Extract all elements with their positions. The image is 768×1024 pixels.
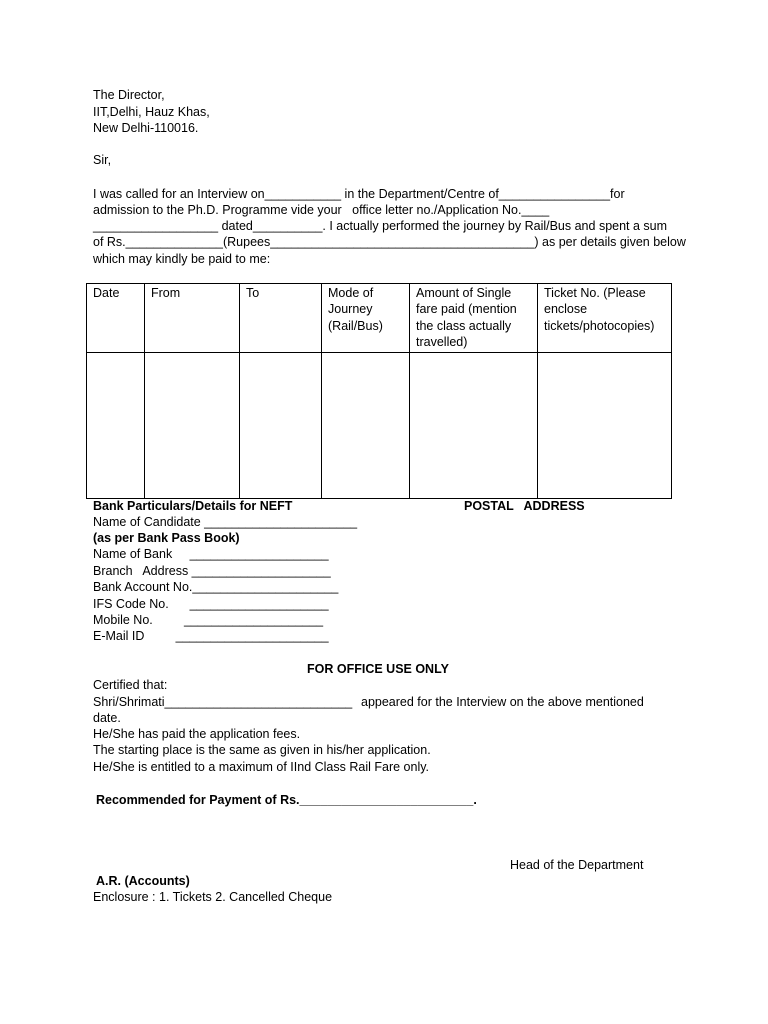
journey-table xyxy=(86,283,672,499)
head-of-department-signature: Head of the Department xyxy=(510,858,644,872)
candidate-name-field[interactable]: Name of Candidate ______________________ xyxy=(93,515,358,529)
appeared-text: appeared for the Interview on the above mentioned xyxy=(361,695,644,709)
intro-line-1: I was called for an Interview on___________ in the Department/Centre of________________for xyxy=(93,187,625,201)
intro-line-5: which may kindly be paid to me: xyxy=(93,252,271,266)
ar-accounts-signature: A.R. (Accounts) xyxy=(96,874,190,888)
cell-mode[interactable] xyxy=(322,352,410,498)
header-amount: Amount of Single fare paid (mention the class actually travelled) xyxy=(410,284,538,353)
intro-line-4: of Rs.______________(Rupees______________________________________) as per details given below xyxy=(93,235,686,249)
table-row xyxy=(87,352,672,498)
header-date: Date xyxy=(87,284,145,353)
intro-line-3: __________________ dated__________. I actually performed the journey by Rail/Bus and spent a sum xyxy=(93,219,668,233)
fees-text: He/She has paid the application fees. xyxy=(93,727,301,741)
cell-date[interactable] xyxy=(87,352,145,498)
bank-heading: Bank Particulars/Details for NEFT xyxy=(93,499,293,513)
intro-line-2: admission to the Ph.D. Programme vide your office letter no./Application No.____ xyxy=(93,203,550,217)
cell-from[interactable] xyxy=(145,352,240,498)
recommended-payment: Recommended for Payment of Rs._________________________. xyxy=(96,793,477,807)
address-line-2: IIT,Delhi, Hauz Khas, xyxy=(93,105,210,119)
branch-address-field[interactable]: Branch Address ____________________ xyxy=(93,564,331,578)
address-line-1: The Director, xyxy=(93,88,165,102)
passbook-note: (as per Bank Pass Book) xyxy=(93,531,240,545)
header-ticket: Ticket No. (Please enclose tickets/photocopies) xyxy=(538,284,672,353)
header-mode: Mode of Journey (Rail/Bus) xyxy=(322,284,410,353)
entitlement-text: He/She is entitled to a maximum of IInd Class Rail Fare only. xyxy=(93,760,430,774)
certified-label: Certified that: xyxy=(93,678,168,692)
postal-address-heading: POSTAL ADDRESS xyxy=(464,499,585,513)
date-text: date. xyxy=(93,711,121,725)
ifs-code-field[interactable]: IFS Code No. ____________________ xyxy=(93,597,329,611)
enclosure-note: Enclosure : 1. Tickets 2. Cancelled Cheque xyxy=(93,890,333,904)
header-to: To xyxy=(240,284,322,353)
cell-to[interactable] xyxy=(240,352,322,498)
table-header-row xyxy=(87,284,672,353)
address-line-3: New Delhi-110016. xyxy=(93,121,199,135)
account-number-field[interactable]: Bank Account No._____________________ xyxy=(93,580,339,594)
header-from: From xyxy=(145,284,240,353)
cell-ticket[interactable] xyxy=(538,352,672,498)
office-heading: FOR OFFICE USE ONLY xyxy=(307,662,449,676)
email-field[interactable]: E-Mail ID ______________________ xyxy=(93,629,329,643)
cell-amount[interactable] xyxy=(410,352,538,498)
starting-place-text: The starting place is the same as given in his/her application. xyxy=(93,743,431,757)
mobile-field[interactable]: Mobile No. ____________________ xyxy=(93,613,324,627)
shri-field[interactable]: Shri/Shrimati___________________________ xyxy=(93,695,353,709)
salutation: Sir, xyxy=(93,153,112,167)
bank-name-field[interactable]: Name of Bank ____________________ xyxy=(93,547,329,561)
